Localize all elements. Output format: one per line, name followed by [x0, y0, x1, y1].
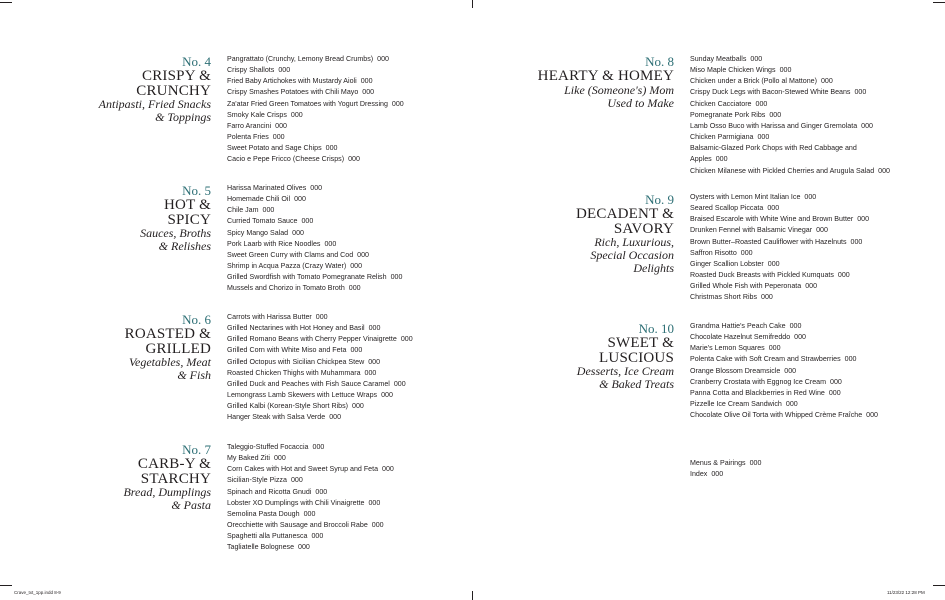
section-title-line: LUSCIOUS — [599, 349, 674, 366]
recipe-name: Smoky Kale Crisps — [227, 110, 287, 119]
page-number: 000 — [854, 88, 867, 97]
page-number: 000 — [368, 498, 381, 507]
recipe-entry[interactable] — [690, 292, 869, 303]
page-number: 000 — [301, 217, 314, 226]
section-subtitle-line: & Toppings — [155, 110, 211, 124]
recipe-entry[interactable] — [227, 261, 402, 272]
page-number: 000 — [794, 333, 807, 342]
recipe-name: Corn Cakes with Hot and Sweet Syrup and Feta — [227, 465, 379, 474]
recipe-entry[interactable] — [690, 410, 878, 421]
recipe-entry[interactable] — [690, 354, 878, 365]
page-number: 000 — [350, 262, 363, 271]
section-number: No. 8 — [645, 54, 674, 69]
section-subtitle-line: Like (Someone's) Mom — [564, 82, 674, 97]
page-number: 000 — [272, 133, 285, 142]
recipe-name: Crispy Shallots — [227, 66, 275, 75]
recipe-list — [227, 54, 404, 166]
page-number: 000 — [768, 344, 781, 353]
page-number: 000 — [329, 413, 342, 422]
page-number: 000 — [767, 259, 780, 268]
section-subtitle-line: & Relishes — [158, 239, 211, 253]
recipe-name: Chicken under a Brick (Pollo al Mattone) — [690, 77, 817, 86]
page-number: 000 — [878, 166, 890, 175]
recipe-list — [227, 312, 413, 424]
recipe-name: Orecchiette with Sausage and Broccoli Rabe — [227, 521, 368, 530]
section-subtitle-line: & Baked Treats — [599, 377, 674, 391]
recipe-entry[interactable] — [227, 272, 402, 283]
recipe-entry[interactable] — [690, 65, 890, 76]
recipe-name: Grilled Romano Beans with Cherry Pepper Vinaigrette — [227, 335, 397, 344]
section-title-line: DECADENT & — [576, 206, 674, 222]
recipe-entry[interactable] — [690, 388, 878, 399]
recipe-entry[interactable] — [227, 228, 402, 239]
recipe-entry[interactable] — [690, 99, 890, 110]
recipe-name: Homemade Chili Oil — [227, 195, 291, 204]
crop-mark — [472, 591, 473, 600]
page-number: 000 — [850, 237, 863, 246]
recipe-name: Spinach and Ricotta Gnudi — [227, 487, 312, 496]
recipe-entry[interactable] — [690, 54, 890, 65]
entry-name: Index — [690, 470, 708, 479]
recipe-name: Grilled Octopus with Sicilian Chickpea Stew — [227, 357, 365, 366]
recipe-name: Roasted Chicken Thighs with Muhammara — [227, 368, 361, 377]
recipe-name: My Baked Ziti — [227, 454, 270, 463]
section-number: No. 4 — [182, 54, 211, 69]
page-number: 000 — [290, 476, 303, 485]
recipe-entry[interactable] — [227, 312, 413, 323]
recipe-entry[interactable] — [690, 203, 869, 214]
section-heading — [524, 322, 674, 391]
recipe-name: Saffron Risotto — [690, 248, 737, 257]
recipe-name: Cranberry Crostata with Eggnog Ice Cream — [690, 377, 827, 386]
page-number: 000 — [312, 443, 325, 451]
page-number: 000 — [294, 195, 306, 204]
section-heading — [60, 55, 211, 124]
recipe-name: Grandma Hattie's Peach Cake — [690, 322, 786, 330]
page-number: 000 — [391, 99, 404, 108]
recipe-entry[interactable] — [227, 357, 413, 368]
recipe-name: Crispy Duck Legs with Bacon-Stewed White Beans — [690, 88, 851, 97]
recipe-name: Oysters with Lemon Mint Italian Ice — [690, 193, 801, 201]
section-subtitle-line: Bread, Dumplings — [123, 485, 211, 499]
recipe-name: Sweet Potato and Sage Chips — [227, 144, 322, 153]
page-number: 000 — [368, 324, 381, 333]
page-number: 000 — [275, 121, 287, 130]
page-number: 000 — [273, 454, 286, 463]
recipe-entry[interactable] — [690, 259, 869, 270]
recipe-name: Drunken Fennel with Balsamic Vinegar — [690, 226, 813, 235]
section-subtitle-line: Delights — [633, 261, 674, 275]
recipe-entry[interactable] — [227, 87, 404, 98]
section-subtitle-line: Rich, Luxurious, — [594, 235, 674, 249]
page-number: 000 — [711, 470, 724, 479]
recipe-name: Sweet Green Curry with Clams and Cod — [227, 250, 354, 259]
page-number: 000 — [310, 184, 323, 192]
recipe-name: Lamb Osso Buco with Harissa and Ginger Gremolata — [690, 121, 858, 130]
recipe-name: Chile Jam — [227, 206, 259, 215]
recipe-name: Roasted Duck Breasts with Pickled Kumquats — [690, 271, 834, 280]
section-subtitle-line: & Pasta — [171, 498, 211, 512]
page-number: 000 — [360, 77, 373, 86]
page-number: 000 — [350, 346, 363, 355]
recipe-entry[interactable] — [690, 192, 869, 203]
recipe-entry[interactable] — [690, 87, 890, 98]
page-number: 000 — [382, 465, 394, 474]
section-title-line: CRUNCHY — [136, 82, 211, 99]
recipe-entry[interactable] — [690, 214, 869, 225]
recipe-entry[interactable] — [690, 366, 878, 377]
recipe-entry[interactable] — [227, 475, 394, 486]
recipe-entry[interactable] — [690, 132, 890, 143]
page-number: 000 — [393, 379, 406, 388]
recipe-entry[interactable] — [227, 531, 394, 542]
page-number: 000 — [866, 411, 879, 420]
recipe-entry[interactable] — [690, 321, 878, 332]
recipe-name: Cacio e Pepe Fricco (Cheese Crisps) — [227, 155, 345, 164]
page-number: 000 — [779, 66, 792, 75]
recipe-name: Grilled Duck and Peaches with Fish Sauce Caramel — [227, 379, 390, 388]
section-title-line: GRILLED — [145, 340, 211, 357]
section-subtitle-line: Vegetables, Meat — [129, 355, 211, 369]
recipe-entry[interactable] — [690, 225, 869, 236]
section-heading — [60, 184, 211, 253]
recipe-list — [690, 192, 869, 304]
recipe-entry[interactable] — [227, 76, 404, 87]
page-number: 000 — [377, 55, 389, 63]
page-number: 000 — [861, 121, 874, 130]
section-number: No. 6 — [182, 312, 211, 327]
recipe-list — [690, 54, 890, 177]
recipe-entry[interactable] — [227, 54, 404, 65]
page-number: 000 — [315, 487, 328, 496]
page-number: 000 — [390, 273, 403, 282]
page-number: 000 — [352, 402, 364, 411]
page-number: 000 — [837, 271, 850, 280]
section-title-line: SWEET & — [607, 335, 674, 351]
section-heading — [60, 313, 211, 382]
crop-mark — [933, 585, 945, 586]
page-number: 000 — [830, 377, 842, 386]
section-subtitle-line: Sauces, Broths — [140, 226, 211, 240]
recipe-entry[interactable] — [690, 121, 890, 132]
section-subtitle-line: Antipasti, Fried Snacks — [98, 97, 211, 111]
recipe-entry[interactable] — [227, 442, 394, 453]
page-number: 000 — [262, 206, 275, 215]
recipe-name: Chicken Cacciatore — [690, 99, 752, 108]
recipe-entry[interactable] — [227, 194, 402, 205]
page-number: 000 — [804, 193, 817, 201]
recipe-entry[interactable] — [227, 520, 394, 531]
page-number: 000 — [400, 335, 413, 344]
recipe-entry[interactable] — [227, 99, 404, 110]
page-number: 000 — [348, 284, 361, 293]
recipe-name: Spicy Mango Salad — [227, 228, 289, 237]
recipe-name: Chocolate Olive Oil Torta with Whipped Crème Fraîche — [690, 411, 863, 420]
recipe-entry[interactable] — [690, 377, 878, 388]
recipe-entry[interactable] — [227, 250, 402, 261]
page-number: 000 — [278, 66, 291, 75]
recipe-name: Curried Tomato Sauce — [227, 217, 298, 226]
crop-mark — [0, 2, 12, 3]
section-subtitle-line: Desserts, Ice Cream — [576, 364, 674, 378]
crop-mark — [472, 0, 473, 8]
recipe-entry[interactable] — [227, 379, 413, 390]
section-title-line: SAVORY — [613, 220, 674, 237]
section-subtitle-line: Special Occasion — [590, 248, 674, 262]
page-number: 000 — [784, 366, 797, 375]
recipe-entry[interactable] — [690, 76, 890, 87]
page-number: 000 — [715, 155, 728, 164]
recipe-name: Carrots with Harissa Butter — [227, 313, 312, 321]
page-number: 000 — [757, 133, 770, 142]
recipe-entry[interactable] — [227, 216, 402, 227]
recipe-entry[interactable] — [227, 412, 413, 423]
recipe-name: Semolina Pasta Dough — [227, 509, 300, 518]
recipe-name: Crispy Smashes Potatoes with Chili Mayo — [227, 88, 359, 97]
recipe-name: Chicken Parmigiana — [690, 133, 754, 142]
recipe-entry[interactable] — [227, 154, 404, 165]
recipe-name: Fried Baby Artichokes with Mustardy Aioli — [227, 77, 357, 86]
page-number: 000 — [820, 77, 833, 86]
recipe-name: Lemongrass Lamb Skewers with Lettuce Wraps — [227, 391, 378, 400]
page-number: 000 — [368, 357, 381, 366]
recipe-name: Sicilian-Style Pizza — [227, 476, 287, 485]
section-number: No. 7 — [182, 442, 211, 457]
page-number: 000 — [761, 293, 773, 302]
recipe-entry[interactable] — [227, 390, 413, 401]
recipe-name: Spaghetti alla Puttanesca — [227, 532, 308, 541]
page-number: 000 — [362, 88, 375, 97]
recipe-entry[interactable] — [227, 239, 402, 250]
recipe-entry[interactable] — [227, 345, 413, 356]
recipe-name: Tagliatelle Bolognese — [227, 543, 295, 552]
recipe-entry[interactable] — [227, 487, 394, 498]
recipe-name: Grilled Kalbi (Korean-Style Short Ribs) — [227, 402, 349, 411]
recipe-entry[interactable] — [690, 237, 869, 248]
recipe-entry[interactable] — [227, 453, 394, 464]
page-number: 000 — [357, 250, 370, 259]
recipe-entry[interactable] — [690, 166, 890, 177]
recipe-list — [227, 442, 394, 554]
recipe-entry[interactable] — [690, 281, 869, 292]
recipe-entry[interactable] — [227, 509, 394, 520]
section-subtitle-line: Used to Make — [607, 95, 674, 110]
recipe-entry[interactable] — [227, 464, 394, 475]
recipe-entry[interactable] — [690, 332, 878, 343]
page-number: 000 — [816, 226, 828, 235]
recipe-name: Grilled Swordfish with Tomato Pomegranate Relish — [227, 273, 387, 282]
recipe-list — [690, 321, 878, 421]
recipe-name: Ginger Scallion Lobster — [690, 259, 764, 268]
page-number: 000 — [298, 543, 310, 552]
recipe-name: Christmas Short Ribs — [690, 293, 758, 302]
section-number: No. 9 — [645, 192, 674, 207]
recipe-entry[interactable] — [227, 65, 404, 76]
page-number: 000 — [844, 355, 857, 364]
crop-mark — [0, 585, 12, 586]
section-title-line: SPICY — [167, 211, 211, 228]
recipe-name: Taleggio-Stuffed Focaccia — [227, 443, 309, 451]
recipe-name: Brown Butter–Roasted Cauliflower with Hazelnuts — [690, 237, 847, 246]
recipe-name: Chocolate Hazelnut Semifreddo — [690, 333, 791, 342]
page-number: 000 — [789, 322, 802, 330]
page-number: 000 — [311, 532, 324, 541]
page-number: 000 — [857, 215, 870, 224]
recipe-name: Pizzelle Ice Cream Sandwich — [690, 400, 782, 409]
section-title-line: CRISPY & — [142, 68, 211, 84]
recipe-name: Grilled Whole Fish with Peperonata — [690, 282, 802, 291]
recipe-name: Marie's Lemon Squares — [690, 344, 765, 353]
recipe-entry[interactable] — [227, 542, 394, 553]
page-number: 000 — [785, 400, 798, 409]
back-matter-list — [690, 458, 761, 480]
section-title-line: HOT & — [164, 197, 211, 213]
section-title-line: STARCHY — [140, 470, 211, 487]
recipe-name: Lobster XO Dumplings with Chili Vinaigrette — [227, 498, 365, 507]
recipe-entry[interactable] — [227, 121, 404, 132]
recipe-list — [227, 183, 402, 295]
page-number: 000 — [371, 521, 384, 530]
section-number: No. 5 — [182, 183, 211, 198]
section-title-line: HEARTY & HOMEY — [537, 68, 674, 84]
recipe-entry[interactable] — [690, 248, 869, 259]
page-number: 000 — [364, 368, 377, 377]
recipe-entry[interactable] — [227, 283, 402, 294]
recipe-name: Grilled Nectarines with Hot Honey and Basil — [227, 324, 365, 333]
print-slug-date: 11/23/22 12:28 PM — [887, 590, 925, 595]
page-number: 000 — [315, 313, 328, 321]
recipe-name: Hanger Steak with Salsa Verde — [227, 413, 326, 422]
recipe-entry[interactable] — [690, 343, 878, 354]
recipe-entry[interactable] — [227, 183, 402, 194]
page-number: 000 — [325, 144, 338, 153]
section-number: No. 10 — [638, 321, 674, 336]
recipe-name: Polenta Cake with Soft Cream and Strawberries — [690, 355, 841, 364]
recipe-name: Pork Laarb with Rice Noodles — [227, 239, 321, 248]
recipe-entry[interactable] — [227, 132, 404, 143]
recipe-entry[interactable] — [690, 399, 878, 410]
section-title-line: ROASTED & — [124, 326, 211, 342]
page-number: 000 — [769, 110, 782, 119]
print-slug-file: Crave_txt_1pp.indd 8-9 — [14, 590, 61, 595]
page-number: 000 — [767, 204, 780, 213]
section-heading — [524, 193, 674, 275]
page-number: 000 — [740, 248, 753, 257]
recipe-name: Harissa Marinated Olives — [227, 184, 307, 192]
page-number: 000 — [324, 239, 337, 248]
recipe-name: Za'atar Fried Green Tomatoes with Yogurt Dressing — [227, 99, 388, 108]
section-title-line: CARB-Y & — [137, 456, 211, 472]
recipe-name: Pangrattato (Crunchy, Lemony Bread Crumbs) — [227, 55, 374, 63]
section-heading — [60, 443, 211, 512]
recipe-entry[interactable] — [227, 498, 394, 509]
page-number: 000 — [290, 110, 303, 119]
recipe-name: Braised Escarole with White Wine and Brown Butter — [690, 215, 854, 224]
recipe-name: Orange Blossom Dreamsicle — [690, 366, 781, 375]
section-heading — [524, 55, 674, 110]
recipe-entry[interactable] — [227, 205, 402, 216]
section-subtitle-line: & Fish — [177, 368, 211, 382]
page-number: 000 — [755, 99, 768, 108]
recipe-entry[interactable] — [690, 143, 860, 165]
page-number: 000 — [750, 55, 763, 63]
recipe-name: Pomegranate Pork Ribs — [690, 110, 766, 119]
recipe-entry[interactable] — [227, 368, 413, 379]
entry-name: Menus & Pairings — [690, 459, 746, 467]
recipe-entry[interactable] — [227, 143, 404, 154]
recipe-entry[interactable] — [690, 110, 890, 121]
recipe-name: Seared Scallop Piccata — [690, 204, 764, 213]
recipe-entry[interactable] — [227, 110, 404, 121]
recipe-name: Farro Arancini — [227, 121, 272, 130]
recipe-entry[interactable] — [690, 270, 869, 281]
back-matter-entry[interactable] — [690, 469, 761, 480]
page-number: 000 — [292, 228, 304, 237]
recipe-name: Panna Cotta and Blackberries in Red Wine — [690, 388, 825, 397]
recipe-entry[interactable] — [227, 401, 413, 412]
recipe-name: Miso Maple Chicken Wings — [690, 66, 776, 75]
recipe-name: Mussels and Chorizo in Tomato Broth — [227, 284, 345, 293]
page-number: 000 — [828, 388, 841, 397]
crop-mark — [933, 2, 945, 3]
page-number: 000 — [749, 459, 762, 467]
recipe-name: Balsamic-Glazed Pork Chops with Red Cabbage and Apples — [690, 144, 857, 164]
recipe-name: Polenta Fries — [227, 133, 269, 142]
page-number: 000 — [381, 391, 393, 400]
recipe-name: Shrimp in Acqua Pazza (Crazy Water) — [227, 262, 347, 271]
recipe-entry[interactable] — [227, 323, 413, 334]
recipe-name: Chicken Milanese with Pickled Cherries and Arugula Salad — [690, 166, 875, 175]
recipe-name: Sunday Meatballs — [690, 55, 747, 63]
page-number: 000 — [805, 282, 818, 291]
back-matter-entry[interactable] — [690, 458, 761, 469]
recipe-name: Grilled Corn with White Miso and Feta — [227, 346, 347, 355]
recipe-entry[interactable] — [227, 334, 413, 345]
page-number: 000 — [303, 509, 316, 518]
page-number: 000 — [348, 155, 360, 164]
